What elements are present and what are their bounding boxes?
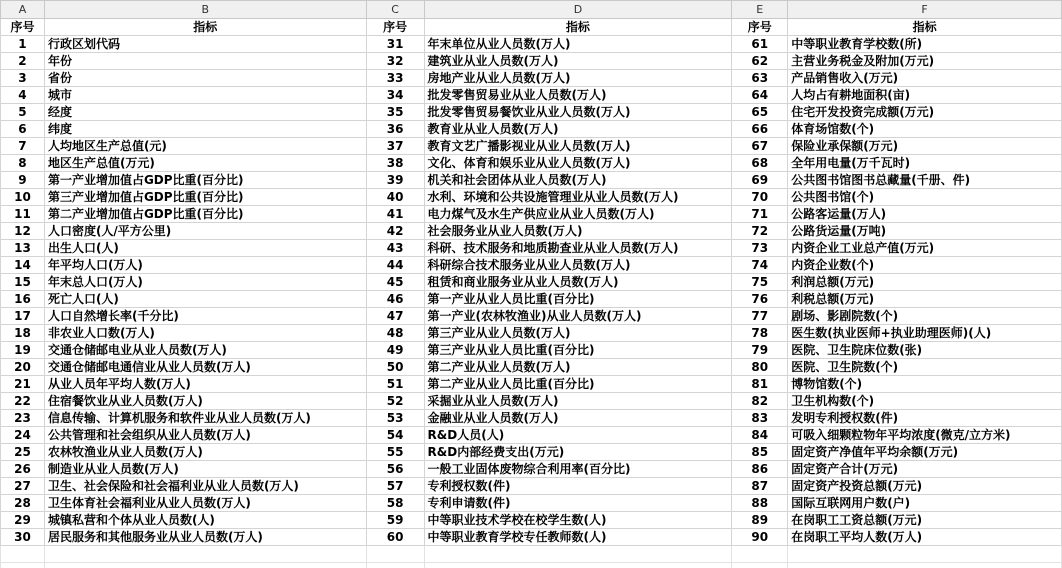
column-header-a[interactable]: A [1, 1, 45, 19]
cell-indicator[interactable]: 卫生机构数(个) [788, 393, 1062, 410]
cell-indicator[interactable]: 专利申请数(件) [424, 495, 732, 512]
cell-index[interactable]: 6 [1, 121, 45, 138]
cell-indicator[interactable]: 专利授权数(件) [424, 478, 732, 495]
cell-index[interactable]: 30 [1, 529, 45, 546]
cell-index[interactable]: 49 [366, 342, 424, 359]
cell-indicator[interactable]: 出生人口(人) [44, 240, 366, 257]
cell-indicator[interactable]: 建筑业从业人员数(万人) [424, 53, 732, 70]
cell-index[interactable]: 41 [366, 206, 424, 223]
empty-cell[interactable] [44, 563, 366, 568]
cell-index[interactable]: 87 [732, 478, 788, 495]
cell-indicator[interactable]: 公路货运量(万吨) [788, 223, 1062, 240]
cell-indicator[interactable]: 经度 [44, 104, 366, 121]
cell-index[interactable]: 29 [1, 512, 45, 529]
cell-index[interactable]: 16 [1, 291, 45, 308]
cell-index[interactable]: 42 [366, 223, 424, 240]
cell-index[interactable]: 19 [1, 342, 45, 359]
cell-indicator[interactable]: 文化、体育和娱乐业从业人员数(万人) [424, 155, 732, 172]
cell-indicator[interactable]: 第二产业从业人员数(万人) [424, 359, 732, 376]
cell-index[interactable]: 72 [732, 223, 788, 240]
table-row [1, 121, 1062, 138]
cell-index[interactable]: 27 [1, 478, 45, 495]
empty-cell[interactable] [366, 563, 424, 568]
empty-cell[interactable] [732, 546, 788, 563]
cell-indicator[interactable]: 第一产业从业人员比重(百分比) [424, 291, 732, 308]
cell-indicator[interactable]: 卫生体育社会福利业从业人员数(万人) [44, 495, 366, 512]
cell-index[interactable]: 74 [732, 257, 788, 274]
cell-indicator[interactable]: 博物馆数(个) [788, 376, 1062, 393]
cell-indicator[interactable]: R&D内部经费支出(万元) [424, 444, 732, 461]
cell-index[interactable]: 52 [366, 393, 424, 410]
cell-index[interactable]: 45 [366, 274, 424, 291]
table-row [1, 53, 1062, 70]
cell-indicator[interactable]: 批发零售贸易餐饮业从业人员数(万人) [424, 104, 732, 121]
cell-index[interactable]: 58 [366, 495, 424, 512]
cell-index[interactable]: 60 [366, 529, 424, 546]
table-row [1, 427, 1062, 444]
cell-index[interactable]: 14 [1, 257, 45, 274]
cell-index[interactable]: 70 [732, 189, 788, 206]
table-row [1, 70, 1062, 87]
cell-indicator[interactable]: 教育文艺广播影视业从业人员数(万人) [424, 138, 732, 155]
cell-indicator[interactable]: 城市 [44, 87, 366, 104]
cell-indicator[interactable]: 人口密度(人/平方公里) [44, 223, 366, 240]
cell-index[interactable]: 25 [1, 444, 45, 461]
cell-indicator[interactable]: 住宅开发投资完成额(万元) [788, 104, 1062, 121]
cell-indicator[interactable]: 批发零售贸易业从业人员数(万人) [424, 87, 732, 104]
cell-index[interactable]: 50 [366, 359, 424, 376]
cell-indicator[interactable]: 死亡人口(人) [44, 291, 366, 308]
table-row [1, 342, 1062, 359]
header-cell-index[interactable]: 序号 [366, 19, 424, 36]
cell-index[interactable]: 68 [732, 155, 788, 172]
cell-index[interactable]: 44 [366, 257, 424, 274]
cell-index[interactable]: 61 [732, 36, 788, 53]
cell-indicator[interactable]: 住宿餐饮业从业人员数(万人) [44, 393, 366, 410]
cell-index[interactable]: 36 [366, 121, 424, 138]
cell-indicator[interactable]: 第二产业从业人员比重(百分比) [424, 376, 732, 393]
cell-indicator[interactable]: 可吸入细颗粒物年平均浓度(微克/立方米) [788, 427, 1062, 444]
cell-index[interactable]: 13 [1, 240, 45, 257]
cell-indicator[interactable]: 公共图书馆图书总藏量(千册、件) [788, 172, 1062, 189]
cell-index[interactable]: 37 [366, 138, 424, 155]
cell-index[interactable]: 1 [1, 36, 45, 53]
cell-indicator[interactable]: 医院、卫生院数(个) [788, 359, 1062, 376]
cell-indicator[interactable]: 采掘业从业人员数(万人) [424, 393, 732, 410]
cell-indicator[interactable]: 体育场馆数(个) [788, 121, 1062, 138]
cell-index[interactable]: 4 [1, 87, 45, 104]
table-row [1, 325, 1062, 342]
cell-index[interactable]: 59 [366, 512, 424, 529]
cell-indicator[interactable]: 卫生、社会保险和社会福利业从业人员数(万人) [44, 478, 366, 495]
table-row [1, 274, 1062, 291]
cell-index[interactable]: 81 [732, 376, 788, 393]
cell-index[interactable]: 88 [732, 495, 788, 512]
cell-indicator[interactable]: 行政区划代码 [44, 36, 366, 53]
cell-index[interactable]: 86 [732, 461, 788, 478]
cell-index[interactable]: 31 [366, 36, 424, 53]
cell-index[interactable]: 38 [366, 155, 424, 172]
cell-indicator[interactable]: 第二产业增加值占GDP比重(百分比) [44, 206, 366, 223]
cell-index[interactable]: 65 [732, 104, 788, 121]
cell-index[interactable]: 51 [366, 376, 424, 393]
table-row [1, 410, 1062, 427]
empty-cell[interactable] [424, 546, 732, 563]
table-row [1, 189, 1062, 206]
cell-index[interactable]: 32 [366, 53, 424, 70]
cell-indicator[interactable]: 年末总人口(万人) [44, 274, 366, 291]
header-cell-indicator[interactable]: 指标 [44, 19, 366, 36]
empty-cell[interactable] [732, 563, 788, 568]
cell-index[interactable]: 69 [732, 172, 788, 189]
cell-indicator[interactable]: 剧场、影剧院数(个) [788, 308, 1062, 325]
cell-index[interactable]: 7 [1, 138, 45, 155]
table-row [1, 36, 1062, 53]
cell-indicator[interactable]: 人均地区生产总值(元) [44, 138, 366, 155]
cell-indicator[interactable]: 教育业从业人员数(万人) [424, 121, 732, 138]
table-row [1, 240, 1062, 257]
header-cell-index[interactable]: 序号 [1, 19, 45, 36]
table-row [1, 512, 1062, 529]
table-row [1, 376, 1062, 393]
table-row [1, 308, 1062, 325]
table-row [1, 291, 1062, 308]
cell-indicator[interactable]: 第一产业(农林牧渔业)从业人员数(万人) [424, 308, 732, 325]
cell-indicator[interactable]: 金融业从业人员数(万人) [424, 410, 732, 427]
cell-indicator[interactable]: 中等职业技术学校在校学生数(人) [424, 512, 732, 529]
cell-indicator[interactable]: 科研综合技术服务业从业人员数(万人) [424, 257, 732, 274]
empty-row [1, 563, 1062, 568]
cell-index[interactable]: 56 [366, 461, 424, 478]
table-row [1, 478, 1062, 495]
cell-index[interactable]: 85 [732, 444, 788, 461]
cell-indicator[interactable]: 科研、技术服务和地质勘查业从业人员数(万人) [424, 240, 732, 257]
cell-indicator[interactable]: 农林牧渔业从业人员数(万人) [44, 444, 366, 461]
cell-indicator[interactable]: 发明专利授权数(件) [788, 410, 1062, 427]
cell-indicator[interactable]: 固定资产投资总额(万元) [788, 478, 1062, 495]
cell-indicator[interactable]: 信息传输、计算机服务和软件业从业人员数(万人) [44, 410, 366, 427]
cell-indicator[interactable]: 中等职业教育学校专任教师数(人) [424, 529, 732, 546]
table-header-row [1, 19, 1062, 36]
cell-index[interactable]: 62 [732, 53, 788, 70]
table-row [1, 444, 1062, 461]
cell-indicator[interactable]: 公共图书馆(个) [788, 189, 1062, 206]
empty-cell[interactable] [788, 546, 1062, 563]
empty-cell[interactable] [366, 546, 424, 563]
empty-cell[interactable] [424, 563, 732, 568]
table-row [1, 155, 1062, 172]
cell-indicator[interactable]: 全年用电量(万千瓦时) [788, 155, 1062, 172]
cell-index[interactable]: 82 [732, 393, 788, 410]
cell-indicator[interactable]: 交通仓储邮电通信业从业人员数(万人) [44, 359, 366, 376]
column-header-f[interactable]: F [788, 1, 1062, 19]
cell-index[interactable]: 34 [366, 87, 424, 104]
cell-indicator[interactable]: 年份 [44, 53, 366, 70]
cell-indicator[interactable]: 利润总额(万元) [788, 274, 1062, 291]
cell-index[interactable]: 35 [366, 104, 424, 121]
cell-index[interactable]: 78 [732, 325, 788, 342]
table-row [1, 87, 1062, 104]
header-cell-indicator[interactable]: 指标 [788, 19, 1062, 36]
cell-index[interactable]: 83 [732, 410, 788, 427]
cell-indicator[interactable]: 从业人员年平均人数(万人) [44, 376, 366, 393]
table-row [1, 529, 1062, 546]
cell-index[interactable]: 18 [1, 325, 45, 342]
table-row [1, 223, 1062, 240]
cell-index[interactable]: 26 [1, 461, 45, 478]
cell-index[interactable]: 89 [732, 512, 788, 529]
cell-indicator[interactable]: 机关和社会团体从业人员数(万人) [424, 172, 732, 189]
table-row [1, 104, 1062, 121]
cell-index[interactable]: 12 [1, 223, 45, 240]
cell-indicator[interactable]: 社会服务业从业人员数(万人) [424, 223, 732, 240]
cell-indicator[interactable]: 年末单位从业人员数(万人) [424, 36, 732, 53]
cell-indicator[interactable]: 国际互联网用户数(户) [788, 495, 1062, 512]
cell-index[interactable]: 20 [1, 359, 45, 376]
empty-cell[interactable] [1, 563, 45, 568]
cell-indicator[interactable]: 利税总额(万元) [788, 291, 1062, 308]
cell-indicator[interactable]: 年平均人口(万人) [44, 257, 366, 274]
empty-cell[interactable] [788, 563, 1062, 568]
cell-indicator[interactable]: 居民服务和其他服务业从业人员数(万人) [44, 529, 366, 546]
table-row [1, 257, 1062, 274]
table-row [1, 359, 1062, 376]
cell-index[interactable]: 73 [732, 240, 788, 257]
cell-indicator[interactable]: 内资企业数(个) [788, 257, 1062, 274]
cell-index[interactable]: 53 [366, 410, 424, 427]
cell-index[interactable]: 24 [1, 427, 45, 444]
cell-indicator[interactable]: 纬度 [44, 121, 366, 138]
cell-indicator[interactable]: 地区生产总值(万元) [44, 155, 366, 172]
empty-row [1, 546, 1062, 563]
cell-index[interactable]: 54 [366, 427, 424, 444]
cell-indicator[interactable]: 人均占有耕地面积(亩) [788, 87, 1062, 104]
cell-index[interactable]: 48 [366, 325, 424, 342]
cell-index[interactable]: 11 [1, 206, 45, 223]
header-cell-indicator[interactable]: 指标 [424, 19, 732, 36]
cell-indicator[interactable]: 主营业务税金及附加(万元) [788, 53, 1062, 70]
cell-index[interactable]: 40 [366, 189, 424, 206]
cell-index[interactable]: 63 [732, 70, 788, 87]
column-header-b[interactable]: B [44, 1, 366, 19]
cell-index[interactable]: 77 [732, 308, 788, 325]
cell-indicator[interactable]: 人口自然增长率(千分比) [44, 308, 366, 325]
cell-index[interactable]: 47 [366, 308, 424, 325]
cell-index[interactable]: 71 [732, 206, 788, 223]
cell-indicator[interactable]: 租赁和商业服务业从业人员数(万人) [424, 274, 732, 291]
cell-index[interactable]: 28 [1, 495, 45, 512]
column-header-c[interactable]: C [366, 1, 424, 19]
column-header-row [1, 1, 1062, 19]
column-header-d[interactable]: D [424, 1, 732, 19]
cell-index[interactable]: 57 [366, 478, 424, 495]
cell-index[interactable]: 80 [732, 359, 788, 376]
cell-index[interactable]: 39 [366, 172, 424, 189]
cell-indicator[interactable]: 第三产业从业人员数(万人) [424, 325, 732, 342]
cell-index[interactable]: 23 [1, 410, 45, 427]
cell-indicator[interactable]: 在岗职工平均人数(万人) [788, 529, 1062, 546]
cell-indicator[interactable]: 中等职业教育学校数(所) [788, 36, 1062, 53]
table-row [1, 138, 1062, 155]
cell-indicator[interactable]: 第一产业增加值占GDP比重(百分比) [44, 172, 366, 189]
cell-index[interactable]: 33 [366, 70, 424, 87]
empty-cell[interactable] [44, 546, 366, 563]
header-cell-index[interactable]: 序号 [732, 19, 788, 36]
cell-indicator[interactable]: 水利、环境和公共设施管理业从业人员数(万人) [424, 189, 732, 206]
cell-indicator[interactable]: 保险业承保额(万元) [788, 138, 1062, 155]
cell-indicator[interactable]: 固定资产合计(万元) [788, 461, 1062, 478]
cell-index[interactable]: 67 [732, 138, 788, 155]
cell-index[interactable]: 9 [1, 172, 45, 189]
cell-indicator[interactable]: 医院、卫生院床位数(张) [788, 342, 1062, 359]
cell-index[interactable]: 15 [1, 274, 45, 291]
cell-index[interactable]: 8 [1, 155, 45, 172]
cell-indicator[interactable]: 制造业从业人员数(万人) [44, 461, 366, 478]
cell-indicator[interactable]: 内资企业工业总产值(万元) [788, 240, 1062, 257]
cell-indicator[interactable]: 房地产业从业人员数(万人) [424, 70, 732, 87]
empty-cell[interactable] [1, 546, 45, 563]
cell-index[interactable]: 10 [1, 189, 45, 206]
table-row [1, 172, 1062, 189]
cell-index[interactable]: 3 [1, 70, 45, 87]
table-row [1, 206, 1062, 223]
cell-index[interactable]: 43 [366, 240, 424, 257]
cell-index[interactable]: 22 [1, 393, 45, 410]
cell-indicator[interactable]: 非农业人口数(万人) [44, 325, 366, 342]
cell-indicator[interactable]: 城镇私营和个体从业人员数(人) [44, 512, 366, 529]
cell-index[interactable]: 46 [366, 291, 424, 308]
cell-indicator[interactable]: 第三产业从业人员比重(百分比) [424, 342, 732, 359]
table-row [1, 495, 1062, 512]
cell-indicator[interactable]: 医生数(执业医师+执业助理医师)(人) [788, 325, 1062, 342]
cell-indicator[interactable]: 公路客运量(万人) [788, 206, 1062, 223]
cell-indicator[interactable]: 一般工业固体废物综合利用率(百分比) [424, 461, 732, 478]
cell-indicator[interactable]: 电力煤气及水生产供应业从业人员数(万人) [424, 206, 732, 223]
cell-index[interactable]: 76 [732, 291, 788, 308]
cell-indicator[interactable]: 固定资产净值年平均余额(万元) [788, 444, 1062, 461]
cell-index[interactable]: 79 [732, 342, 788, 359]
cell-indicator[interactable]: 交通仓储邮电业从业人员数(万人) [44, 342, 366, 359]
cell-index[interactable]: 55 [366, 444, 424, 461]
cell-index[interactable]: 17 [1, 308, 45, 325]
table-row [1, 393, 1062, 410]
cell-index[interactable]: 64 [732, 87, 788, 104]
table-row [1, 461, 1062, 478]
cell-indicator[interactable]: 在岗职工工资总额(万元) [788, 512, 1062, 529]
cell-index[interactable]: 66 [732, 121, 788, 138]
cell-index[interactable]: 90 [732, 529, 788, 546]
column-header-e[interactable]: E [732, 1, 788, 19]
cell-indicator[interactable]: 第三产业增加值占GDP比重(百分比) [44, 189, 366, 206]
cell-index[interactable]: 75 [732, 274, 788, 291]
cell-index[interactable]: 84 [732, 427, 788, 444]
cell-indicator[interactable]: R&D人员(人) [424, 427, 732, 444]
cell-index[interactable]: 5 [1, 104, 45, 121]
cell-indicator[interactable]: 公共管理和社会组织从业人员数(万人) [44, 427, 366, 444]
cell-indicator[interactable]: 省份 [44, 70, 366, 87]
cell-index[interactable]: 2 [1, 53, 45, 70]
cell-indicator[interactable]: 产品销售收入(万元) [788, 70, 1062, 87]
cell-index[interactable]: 21 [1, 376, 45, 393]
